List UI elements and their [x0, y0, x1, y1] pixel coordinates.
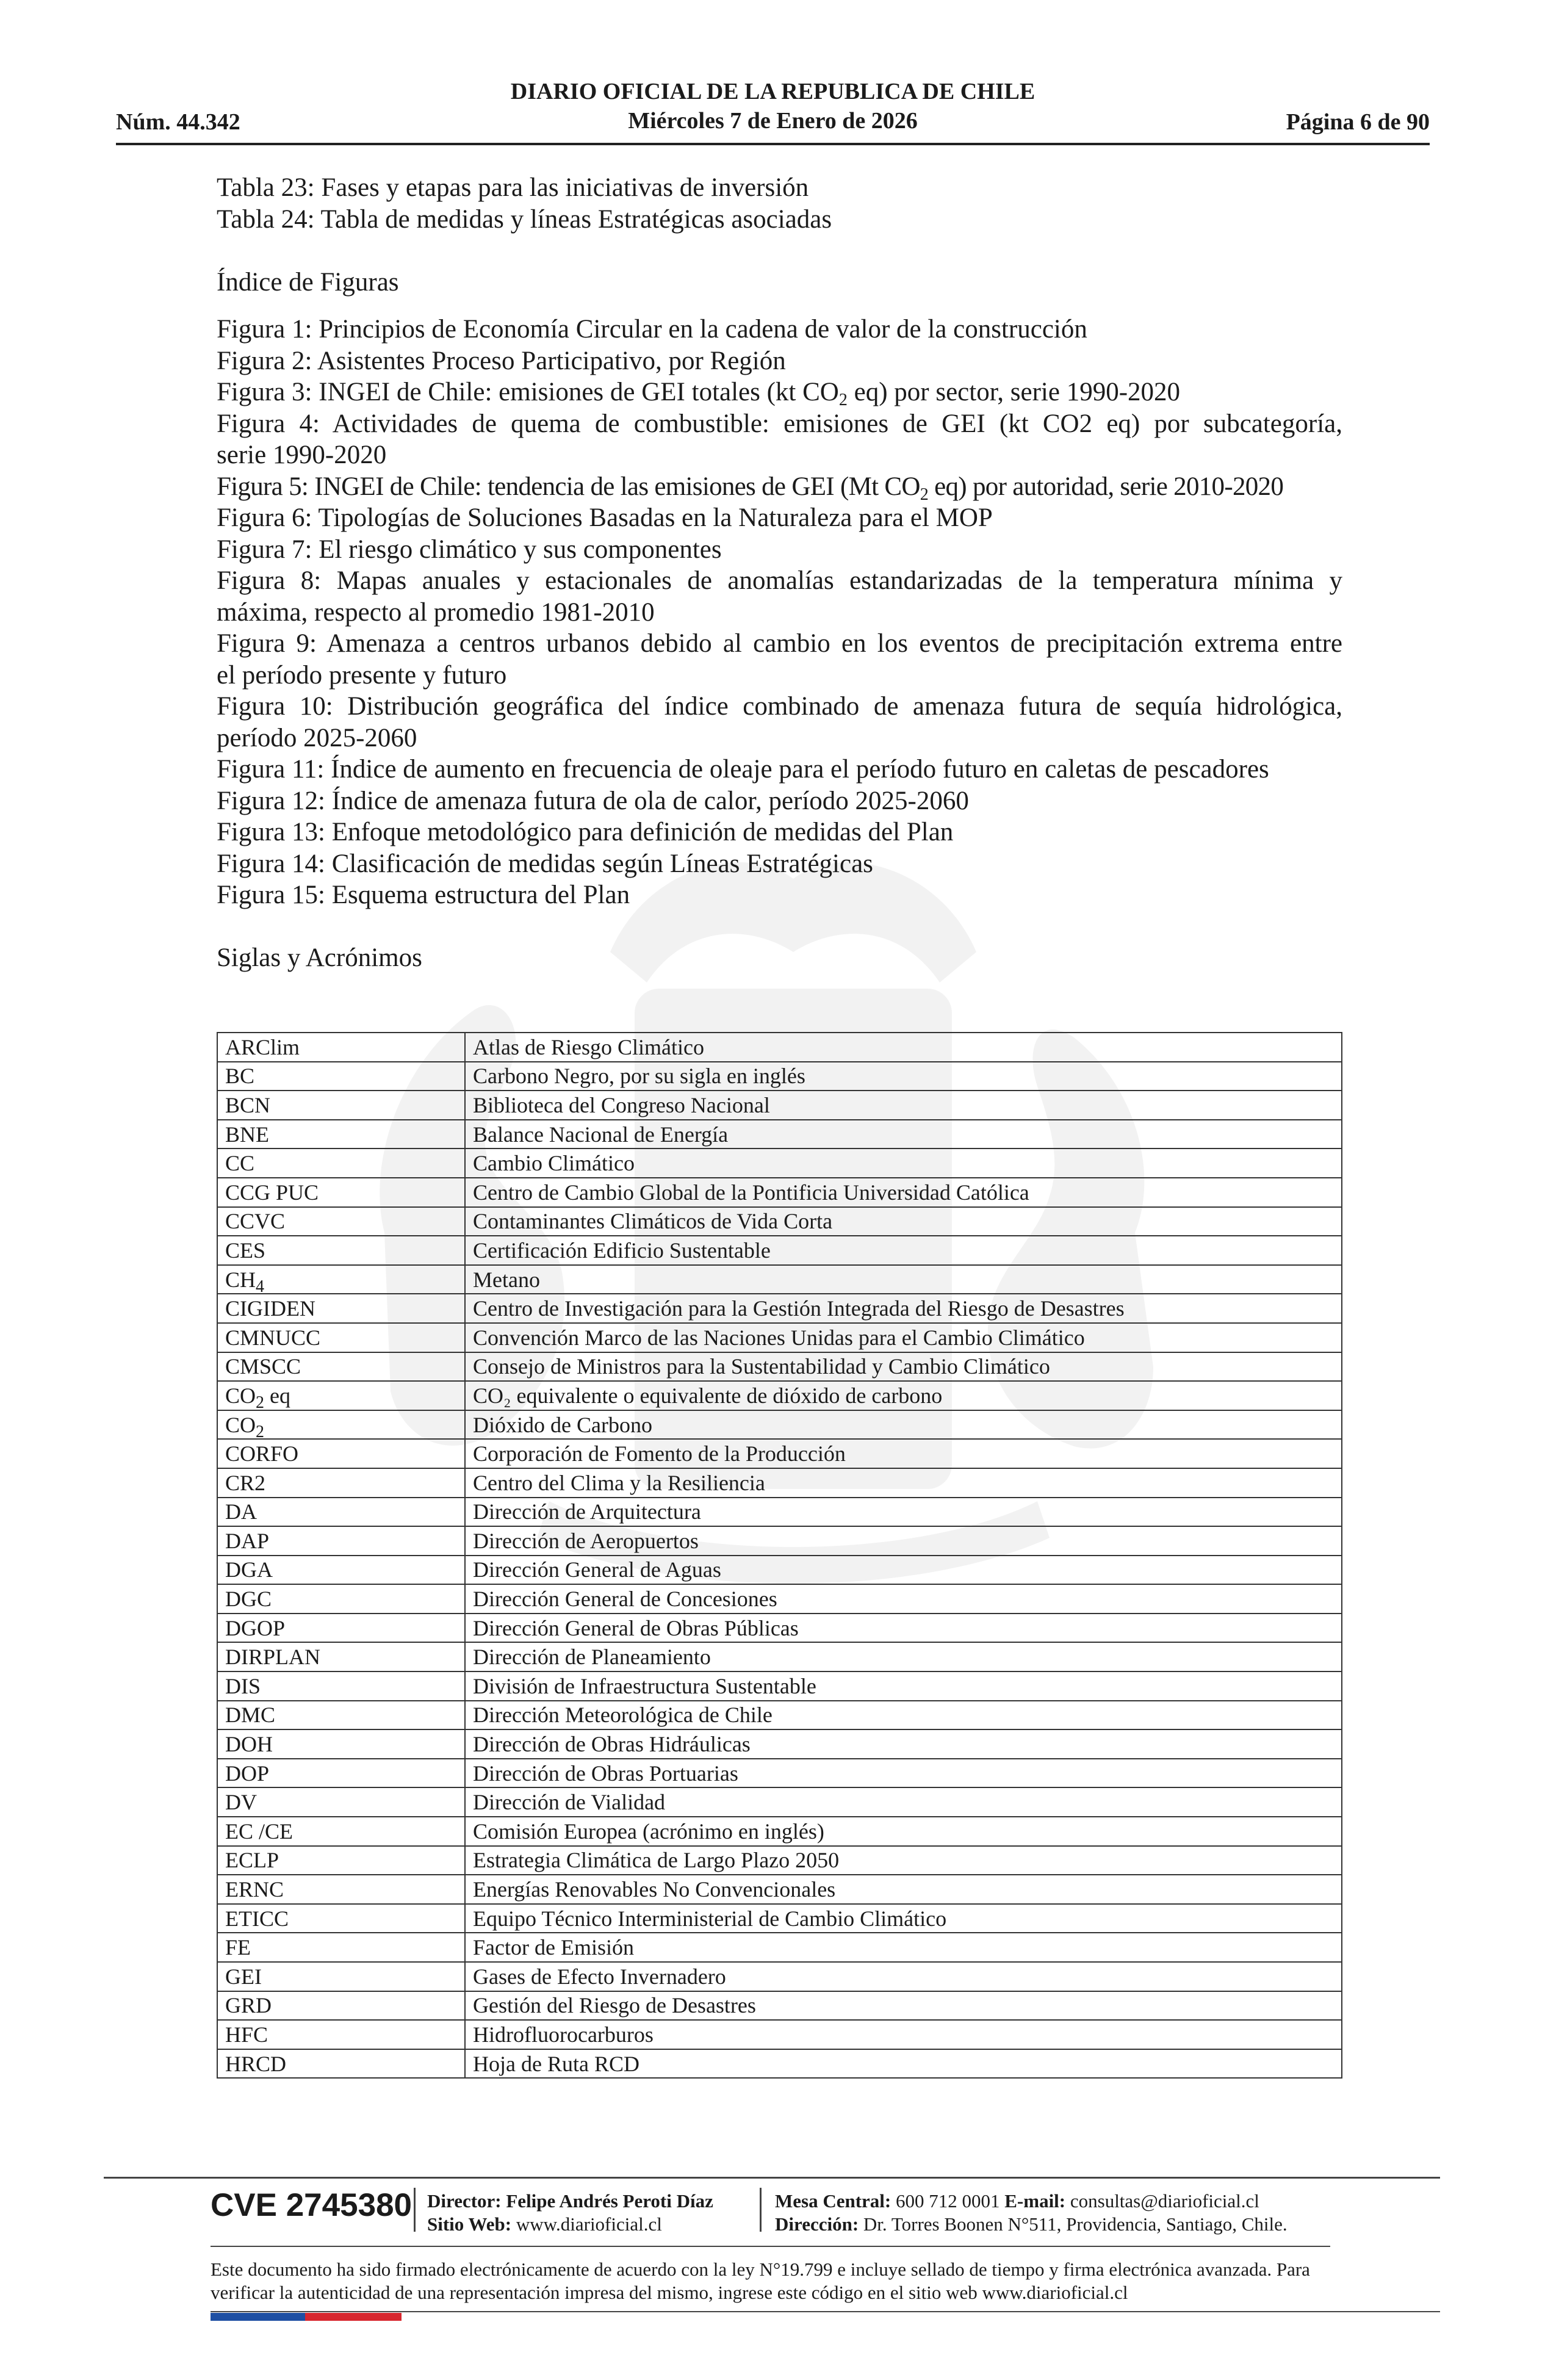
acronym-cell: CR2 [217, 1468, 465, 1498]
table-row [217, 1439, 1342, 1468]
footer-divider [414, 2188, 416, 2232]
definition-cell: Hidrofluorocarburos [465, 2020, 1342, 2049]
acronym-cell: DAP [217, 1526, 465, 1556]
acronym-cell: CCVC [217, 1207, 465, 1236]
table-row [217, 1642, 1342, 1671]
definition-cell: Comisión Europea (acrónimo en inglés) [465, 1817, 1342, 1846]
acronym-cell: BNE [217, 1120, 465, 1149]
table-row [217, 1352, 1342, 1382]
issue-date: Miércoles 7 de Enero de 2026 [628, 108, 918, 134]
acronym-cell: DIS [217, 1671, 465, 1701]
table-row [217, 1759, 1342, 1788]
acronym-cell: EC /CE [217, 1817, 465, 1846]
table-row [217, 1323, 1342, 1352]
contact-block: Mesa Central: 600 712 0001 E-mail: consultas@diarioficial.cl Dirección: Dr. Torres Boonen N°511, Providencia, Santiago, Chile. [775, 2190, 1288, 2235]
figure-list-item-continuation: período 2025-2060 [217, 723, 417, 752]
director-name: Felipe Andrés Peroti Díaz [506, 2190, 713, 2212]
definition-cell: Dirección Meteorológica de Chile [465, 1701, 1342, 1730]
table-row [217, 1875, 1342, 1904]
definition-cell: Atlas de Riesgo Climático [465, 1033, 1342, 1062]
acronym-cell: CES [217, 1236, 465, 1265]
flag-bar-red [305, 2313, 402, 2321]
acronym-cell: $CH_4$ [217, 1265, 465, 1294]
definition-cell: Balance Nacional de Energía [465, 1120, 1342, 1149]
page-number: Página 6 de 90 [1286, 109, 1430, 135]
table-row [217, 1236, 1342, 1265]
table-row [217, 1817, 1342, 1846]
definition-cell: Centro del Clima y la Resiliencia [465, 1468, 1342, 1498]
acronym-cell: DGOP [217, 1614, 465, 1643]
definition-cell: Corporación de Fomento de la Producción [465, 1439, 1342, 1468]
figures-heading: Índice de Figuras [217, 267, 399, 297]
definition-cell: Equipo Técnico Interministerial de Cambio Climático [465, 1904, 1342, 1933]
definition-cell: Certificación Edificio Sustentable [465, 1236, 1342, 1265]
table-row [217, 1091, 1342, 1120]
acronym-cell: ARClim [217, 1033, 465, 1062]
definition-cell: Hoja de Ruta RCD [465, 2049, 1342, 2079]
figure-list-item: Figura 15: Esquema estructura del Plan [217, 881, 630, 909]
definition-cell: Centro de Investigación para la Gestión Integrada del Riesgo de Desastres [465, 1294, 1342, 1323]
acronym-cell: DMC [217, 1701, 465, 1730]
table-row [217, 1556, 1342, 1585]
signature-note: Este documento ha sido firmado electrónicamente de acuerdo con la ley N°19.799 e incluye sellado de tiempo y firma electrónica avanzada. Para verificar la autenticidad de una representación impresa del mismo, ingrese este código en el sitio web www.diarioficial.cl [211, 2259, 1310, 2303]
table-row [217, 1933, 1342, 1962]
definition-cell: Dirección de Arquitectura [465, 1498, 1342, 1527]
masthead [116, 77, 1430, 135]
table-row [217, 1178, 1342, 1207]
table-row [217, 1498, 1342, 1527]
figure-list-item: Figura 6: Tipologías de Soluciones Basadas en la Naturaleza para el MOP [217, 503, 993, 532]
table-list-item: Tabla 24: Tabla de medidas y líneas Estratégicas asociadas [217, 204, 832, 234]
acronym-cell: CC [217, 1149, 465, 1178]
table-row [217, 1381, 1342, 1410]
acronym-cell: DGA [217, 1556, 465, 1585]
figure-list-item: Figura 14: Clasificación de medidas según Líneas Estratégicas [217, 849, 873, 878]
definition-cell: Metano [465, 1265, 1342, 1294]
definition-cell: Gestión del Riesgo de Desastres [465, 1991, 1342, 2021]
figure-list-item: Figura 13: Enfoque metodológico para definición de medidas del Plan [217, 818, 954, 846]
footer-divider [760, 2188, 762, 2232]
figure-list-item: Figura 11: Índice de aumento en frecuencia de oleaje para el período futuro en caletas de pescadores [217, 755, 1269, 784]
acronym-cell: HFC [217, 2020, 465, 2049]
acronym-cell: ETICC [217, 1904, 465, 1933]
definition-cell: Dirección de Obras Portuarias [465, 1759, 1342, 1788]
table-row [217, 2049, 1342, 2079]
acronym-cell: DOP [217, 1759, 465, 1788]
figure-list-item: Figura 1: Principios de Economía Circular en la cadena de valor de la construcción [217, 315, 1087, 344]
definition-cell: Dirección General de Concesiones [465, 1584, 1342, 1614]
acronym-cell: BC [217, 1062, 465, 1091]
acronym-cell: DOH [217, 1729, 465, 1759]
figure-list-item: Figura 5: INGEI de Chile: tendencia de las emisiones de GEI (Mt $CO_2$ eq) por autoridad, serie 2010-2020 [217, 472, 1284, 504]
table-row [217, 1991, 1342, 2021]
definition-cell: CO₂ equivalente o equivalente de dióxido de carbono [465, 1381, 1342, 1410]
definition-cell: Dirección General de Aguas [465, 1556, 1342, 1585]
acronym-cell: CORFO [217, 1439, 465, 1468]
figure-list-item: Figura 4: Actividades de quema de combustible: emisiones de GEI (kt CO2 eq) por subcategoría, [217, 409, 1342, 438]
table-row [217, 1149, 1342, 1178]
table-row [217, 1962, 1342, 1991]
flag-bar-blue [211, 2313, 305, 2321]
definition-cell: Dirección de Vialidad [465, 1787, 1342, 1817]
acronym-cell: DA [217, 1498, 465, 1527]
issue-number: Núm. 44.342 [116, 109, 240, 135]
table-row [217, 1584, 1342, 1614]
table-row [217, 1062, 1342, 1091]
acronym-cell: BCN [217, 1091, 465, 1120]
footer-top-rule [104, 2177, 1440, 2179]
figure-list-item: Figura 3: INGEI de Chile: emisiones de GEI totales (kt $CO_2$ eq) por sector, serie 1990-2020 [217, 378, 1181, 409]
figure-list-item: Figura 7: El riesgo climático y sus componentes [217, 535, 722, 564]
acronym-cell: GEI [217, 1962, 465, 1991]
table-list-item: Tabla 23: Fases y etapas para las iniciativas de inversión [217, 173, 809, 202]
figure-list-item: Figura 2: Asistentes Proceso Participativo, por Región [217, 346, 786, 375]
definition-cell: División de Infraestructura Sustentable [465, 1671, 1342, 1701]
acronym-cell: FE [217, 1933, 465, 1962]
definition-cell: Factor de Emisión [465, 1933, 1342, 1962]
table-row [217, 2020, 1342, 2049]
figure-list-item-continuation: máxima, respecto al promedio 1981-2010 [217, 597, 655, 627]
definition-cell: Centro de Cambio Global de la Pontificia Universidad Católica [465, 1178, 1342, 1207]
table-row [217, 1701, 1342, 1730]
table-row [217, 1671, 1342, 1701]
acronym-cell: CMNUCC [217, 1323, 465, 1352]
definition-cell: Biblioteca del Congreso Nacional [465, 1091, 1342, 1120]
definition-cell: Estrategia Climática de Largo Plazo 2050 [465, 1846, 1342, 1875]
acronym-cell: GRD [217, 1991, 465, 2021]
acronym-cell: $CO_2$ eq [217, 1381, 465, 1410]
footer-mid-rule [211, 2246, 1330, 2247]
figure-list-item: Figura 10: Distribución geográfica del índice combinado de amenaza futura de sequía hidrológica, [217, 692, 1342, 721]
acronym-cell: ERNC [217, 1875, 465, 1904]
table-row [217, 1526, 1342, 1556]
acronym-cell: HRCD [217, 2049, 465, 2079]
acronym-cell: $CO_2$ [217, 1410, 465, 1440]
table-row [217, 1904, 1342, 1933]
figure-list-item: Figura 8: Mapas anuales y estacionales de anomalías estandarizadas de la temperatura mínima y [217, 566, 1342, 595]
cve-code: CVE 2745380 [211, 2187, 412, 2223]
definition-cell: Energías Renovables No Convencionales [465, 1875, 1342, 1904]
footer-bottom-rule [211, 2311, 1440, 2312]
table-row [217, 1787, 1342, 1817]
definition-cell: Gases de Efecto Invernadero [465, 1962, 1342, 1991]
definition-cell: Dirección de Obras Hidráulicas [465, 1729, 1342, 1759]
table-row [217, 1468, 1342, 1498]
acronym-cell: CMSCC [217, 1352, 465, 1382]
definition-cell: Dirección General de Obras Públicas [465, 1614, 1342, 1643]
table-row [217, 1207, 1342, 1236]
table-row [217, 1614, 1342, 1643]
definition-cell: Cambio Climático [465, 1149, 1342, 1178]
table-row [217, 1294, 1342, 1323]
acronym-cell: DIRPLAN [217, 1642, 465, 1671]
table-row [217, 1033, 1342, 1062]
table-row [217, 1265, 1342, 1294]
acronym-cell: DGC [217, 1584, 465, 1614]
site-link[interactable]: www.diarioficial.cl [516, 2213, 662, 2235]
figure-list-item-continuation: el período presente y futuro [217, 660, 507, 690]
definition-cell: Dirección de Planeamiento [465, 1642, 1342, 1671]
acronym-cell: DV [217, 1787, 465, 1817]
masthead-title: DIARIO OFICIAL DE LA REPUBLICA DE CHILE [510, 79, 1036, 104]
figure-list-item-continuation: serie 1990-2020 [217, 441, 387, 469]
acronym-cell: CCG PUC [217, 1178, 465, 1207]
acronym-cell: CIGIDEN [217, 1294, 465, 1323]
table-row [217, 1120, 1342, 1149]
director-block: Director: Felipe Andrés Peroti Díaz Sitio Web: www.diarioficial.cl [427, 2190, 713, 2235]
definition-cell: Convención Marco de las Naciones Unidas para el Cambio Climático [465, 1323, 1342, 1352]
table-row [217, 1846, 1342, 1875]
acronyms-heading: Siglas y Acrónimos [217, 943, 422, 972]
table-row [217, 1410, 1342, 1440]
table-row [217, 1729, 1342, 1759]
page-header [116, 74, 1430, 145]
figure-list-item: Figura 12: Índice de amenaza futura de ola de calor, período 2025-2060 [217, 786, 969, 815]
definition-cell: Dirección de Aeropuertos [465, 1526, 1342, 1556]
acronym-cell: ECLP [217, 1846, 465, 1875]
figure-list-item: Figura 9: Amenaza a centros urbanos debido al cambio en los eventos de precipitación extrema entre [217, 629, 1342, 658]
email-link[interactable]: consultas@diarioficial.cl [1070, 2190, 1259, 2212]
index-content [217, 172, 1342, 974]
acronyms-table [217, 1032, 1342, 2079]
definition-cell: Contaminantes Climáticos de Vida Corta [465, 1207, 1342, 1236]
definition-cell: Dióxido de Carbono [465, 1410, 1342, 1440]
definition-cell: Consejo de Ministros para la Sustentabilidad y Cambio Climático [465, 1352, 1342, 1382]
definition-cell: Carbono Negro, por su sigla en inglés [465, 1062, 1342, 1091]
